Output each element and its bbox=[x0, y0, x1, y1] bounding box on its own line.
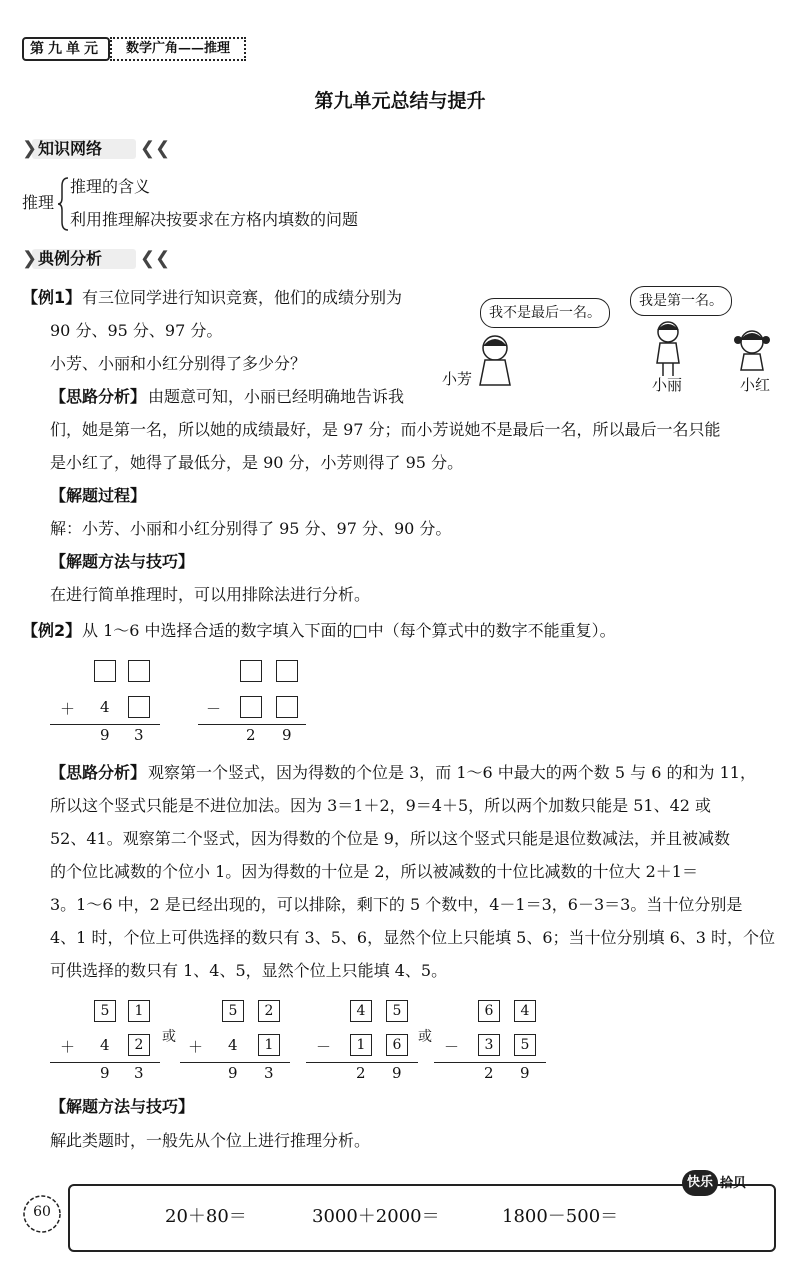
filled-box: 1 bbox=[258, 1034, 280, 1056]
section-banner-knowledge: ❯ 知识网络 ❮❮ bbox=[22, 138, 171, 159]
filled-box: 2 bbox=[258, 1000, 280, 1022]
sum-line bbox=[434, 1062, 546, 1063]
answer-box[interactable] bbox=[240, 696, 262, 718]
example2-tag: 【例2】 bbox=[22, 621, 82, 640]
digit: 2 bbox=[484, 1064, 494, 1082]
tips-label: 【解题方法与技巧】 bbox=[50, 552, 195, 571]
filled-box: 5 bbox=[94, 1000, 116, 1022]
analysis-line: 所以这个竖式只能是不进位加法。因为 3＝1＋2，9＝4＋5，所以两个加数只能是 51、42 或 bbox=[50, 796, 712, 815]
answer-box[interactable] bbox=[276, 660, 298, 682]
answer-box[interactable] bbox=[240, 660, 262, 682]
topic-label: 数学广角——推理 bbox=[110, 37, 246, 61]
filled-box: 2 bbox=[128, 1034, 150, 1056]
analysis-line: 3。1～6 中，2 是已经出现的，可以排除，剩下的 5 个数中，4－1＝3，6－3＝3。当十位分别是 bbox=[50, 895, 743, 914]
plus-sign: ＋ bbox=[60, 700, 76, 718]
digit: 9 bbox=[520, 1064, 530, 1082]
exercise-item: 1800－500＝ bbox=[502, 1206, 619, 1227]
analysis-line: 是小红了，她得了最低分，是 90 分，小芳则得了 95 分。 bbox=[50, 453, 464, 472]
analysis-line: 们，她是第一名，所以她的成绩最好，是 97 分；而小芳说她不是最后一名，所以最后一名只能 bbox=[50, 420, 721, 439]
speech-bubble: 我不是最后一名。 bbox=[480, 298, 610, 328]
digit: 9 bbox=[100, 726, 110, 744]
digit: 4 bbox=[100, 698, 110, 716]
tip-line: 在进行简单推理时，可以用排除法进行分析。 bbox=[50, 585, 371, 604]
analysis-line: 的个位比减数的个位小 1。因为得数的十位是 2，所以被减数的十位比减数的十位大 2＋1＝ bbox=[50, 862, 698, 881]
analysis-line: 观察第一个竖式，因为得数的个位是 3，而 1～6 中最大的两个数 5 与 6 的和为 11， bbox=[148, 763, 756, 782]
chevron-right-icon: ❯ bbox=[22, 248, 38, 269]
answer-box[interactable] bbox=[94, 660, 116, 682]
tip-line: 解此类题时，一般先从个位上进行推理分析。 bbox=[50, 1131, 371, 1150]
sum-line bbox=[50, 724, 160, 725]
minus-sign: － bbox=[206, 700, 222, 718]
name-label: 小芳 bbox=[442, 370, 473, 388]
answer-box[interactable] bbox=[128, 696, 150, 718]
or-word: 或 bbox=[418, 1029, 432, 1045]
unit-label: 第九单元 bbox=[22, 37, 110, 61]
filled-box: 1 bbox=[350, 1034, 372, 1056]
filled-box: 5 bbox=[514, 1034, 536, 1056]
digit: 9 bbox=[392, 1064, 402, 1082]
tips-label: 【解题方法与技巧】 bbox=[50, 1097, 195, 1116]
digit: 9 bbox=[282, 726, 292, 744]
exercise-item: 3000＋2000＝ bbox=[312, 1206, 440, 1227]
minus-sign: － bbox=[316, 1038, 332, 1056]
name-label: 小丽 bbox=[652, 376, 683, 394]
analysis-label: 【思路分析】 bbox=[50, 763, 147, 782]
plus-sign: ＋ bbox=[188, 1038, 204, 1056]
filled-box: 5 bbox=[222, 1000, 244, 1022]
process-label: 【解题过程】 bbox=[50, 486, 147, 505]
plus-sign: ＋ bbox=[60, 1038, 76, 1056]
digit: 3 bbox=[134, 1064, 144, 1082]
sum-line bbox=[50, 1062, 160, 1063]
digit: 9 bbox=[100, 1064, 110, 1082]
analysis-line: 4、1 时，个位上可供选择的数只有 3、5、6，显然个位上只能填 5、6；当十位分别填 6、3 时，个位 bbox=[50, 928, 776, 947]
example2-question: 从 1～6 中选择合适的数字填入下面的□中（每个算式中的数字不能重复）。 bbox=[82, 621, 616, 640]
speech-bubble: 我是第一名。 bbox=[630, 286, 732, 316]
digit: 3 bbox=[264, 1064, 274, 1082]
answer-box[interactable] bbox=[128, 660, 150, 682]
digit: 9 bbox=[228, 1064, 238, 1082]
answer-box[interactable] bbox=[276, 696, 298, 718]
sum-line bbox=[180, 1062, 290, 1063]
digit: 2 bbox=[246, 726, 256, 744]
filled-box: 4 bbox=[350, 1000, 372, 1022]
analysis-label: 【思路分析】 bbox=[50, 387, 147, 406]
example1-question-line: 小芳、小丽和小红分别得了多少分？ bbox=[50, 354, 307, 373]
filled-box: 1 bbox=[128, 1000, 150, 1022]
chevron-left-icon: ❮❮ bbox=[140, 248, 171, 269]
example1-tag: 【例1】 bbox=[22, 288, 82, 307]
filled-box: 6 bbox=[478, 1000, 500, 1022]
page-title: 第九单元总结与提升 bbox=[314, 90, 486, 112]
filled-box: 3 bbox=[478, 1034, 500, 1056]
filled-box: 4 bbox=[514, 1000, 536, 1022]
digit: 3 bbox=[134, 726, 144, 744]
filled-box: 6 bbox=[386, 1034, 408, 1056]
digit: 4 bbox=[228, 1036, 238, 1054]
girl-xiaofang-illustration bbox=[470, 330, 520, 390]
minus-sign: － bbox=[444, 1038, 460, 1056]
digit: 4 bbox=[100, 1036, 110, 1054]
sum-line bbox=[306, 1062, 418, 1063]
solution-line: 解：小芳、小丽和小红分别得了 95 分、97 分、90 分。 bbox=[50, 519, 452, 538]
page-number: 60 bbox=[33, 1204, 51, 1220]
example1-question-line: 90 分、95 分、97 分。 bbox=[50, 321, 223, 340]
name-label: 小红 bbox=[740, 376, 771, 394]
digit: 2 bbox=[356, 1064, 366, 1082]
example1-question-line: 有三位同学进行知识竞赛，他们的成绩分别为 bbox=[82, 288, 403, 307]
filled-box: 5 bbox=[386, 1000, 408, 1022]
badge-suffix: 拾贝 bbox=[720, 1176, 747, 1191]
or-word: 或 bbox=[162, 1029, 176, 1045]
tree-item: 推理的含义 bbox=[70, 177, 151, 196]
badge-logo: 快乐 bbox=[682, 1170, 718, 1196]
chevron-right-icon: ❯ bbox=[22, 138, 38, 159]
exercise-item: 20＋80＝ bbox=[165, 1206, 247, 1227]
section-banner-examples: ❯ 典例分析 ❮❮ bbox=[22, 248, 171, 269]
tree-item: 利用推理解决按要求在方格内填数的问题 bbox=[70, 210, 359, 229]
analysis-line: 由题意可知，小丽已经明确地告诉我 bbox=[148, 387, 405, 406]
analysis-line: 52、41。观察第二个竖式，因为得数的个位是 9，所以这个竖式只能是退位数减法，并且被减数 bbox=[50, 829, 730, 848]
chevron-left-icon: ❮❮ bbox=[140, 138, 171, 159]
sum-line bbox=[198, 724, 306, 725]
girl-xiaohong-illustration bbox=[732, 326, 772, 372]
brace-icon bbox=[58, 176, 70, 232]
analysis-line: 可供选择的数只有 1、4、5，显然个位上只能填 4、5。 bbox=[50, 961, 448, 980]
tree-root: 推理 bbox=[22, 193, 55, 212]
